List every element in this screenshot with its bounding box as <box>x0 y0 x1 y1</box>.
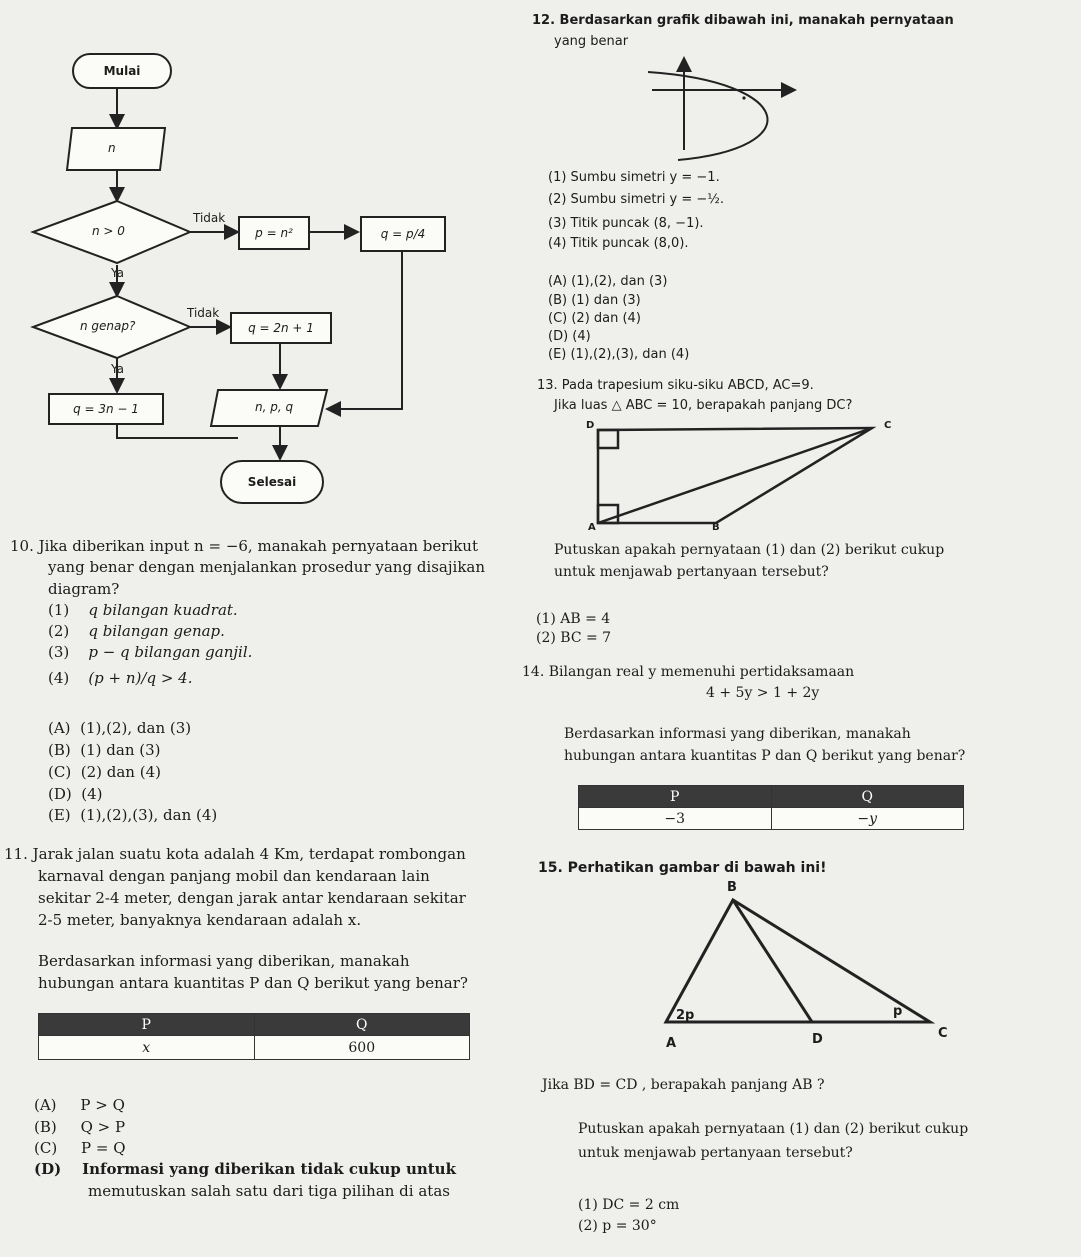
flow-output: n, p, q <box>255 400 294 414</box>
q15-s2: (2) p = 30° <box>578 1218 657 1234</box>
q13-label-c: C <box>884 420 892 431</box>
flow-cond1: n > 0 <box>92 224 125 238</box>
q11-cell-p: x <box>39 1036 255 1060</box>
q14-head-p: P <box>579 786 772 808</box>
q11-line: 2-5 meter, banyaknya kendaraan adalah x. <box>38 911 362 929</box>
flow-tidak1: Tidak <box>193 211 226 225</box>
q13-label-b: B <box>712 522 720 533</box>
q10-line1: 10. Jika diberikan input n = −6, manakah pernyataan berikut <box>10 537 478 555</box>
q11-choice: (D) Informasi yang diberikan tidak cukup untuk <box>34 1160 456 1178</box>
q15-question: Jika BD = CD , berapakah panjang AB ? <box>542 1077 825 1093</box>
q11-line: karnaval dengan panjang mobil dan kendaraan lain <box>38 867 430 885</box>
q13-decide2: untuk menjawab pertanyaan tersebut? <box>554 564 829 580</box>
q15-label-2p: 2p <box>676 1008 695 1023</box>
q12-choice: (A) (1),(2), dan (3) <box>548 274 668 289</box>
q15-decide1: Putuskan apakah pernyataan (1) dan (2) berikut cukup <box>578 1121 969 1137</box>
q15-label-c: C <box>938 1026 948 1041</box>
q11-choice-d-cont: memutuskan salah satu dari tiga pilihan di atas <box>88 1182 450 1200</box>
q15-label-p: p <box>893 1004 903 1019</box>
q10-choice: (E) (1),(2),(3), dan (4) <box>48 806 218 824</box>
flow-p-assign: p = n² <box>238 216 310 250</box>
q13-label-a: A <box>588 522 596 533</box>
q15-label-a: A <box>666 1036 677 1051</box>
flow-q-assign3: q = 3n − 1 <box>48 393 164 425</box>
q10-statement: (4) (p + n)/q > 4. <box>48 669 193 687</box>
flow-end: Selesai <box>220 460 324 504</box>
flow-cond2: n genap? <box>80 319 136 333</box>
q11-choice: (C) P = Q <box>34 1139 126 1157</box>
q12-line2: yang benar <box>554 34 629 49</box>
flow-q-assign1: q = p/4 <box>360 216 446 252</box>
q11-line: 11. Jarak jalan suatu kota adalah 4 Km, terdapat rombongan <box>4 845 466 863</box>
flow-q-assign2: q = 2n + 1 <box>230 312 332 344</box>
q14-cell-p: −3 <box>579 808 772 830</box>
q12-choice: (C) (2) dan (4) <box>548 311 641 326</box>
q10-line2: yang benar dengan menjalankan prosedur yang disajikan <box>48 558 486 576</box>
q10-choice: (D) (4) <box>48 785 103 803</box>
q13-label-d: D <box>586 420 595 431</box>
q11-head-q: Q <box>254 1014 470 1036</box>
q11-line: sekitar 2-4 meter, dengan jarak antar kendaraan sekitar <box>38 889 466 907</box>
q14-inequality: 4 + 5y > 1 + 2y <box>706 685 820 701</box>
q15-s1: (1) DC = 2 cm <box>578 1197 680 1213</box>
flow-ya1: Ya <box>111 266 125 280</box>
q12-choice: (D) (4) <box>548 329 591 344</box>
q15-label-d: D <box>812 1032 823 1047</box>
q13-s2: (2) BC = 7 <box>536 630 612 646</box>
q10-line3: diagram? <box>48 580 120 598</box>
flow-input: n <box>108 141 116 155</box>
q10-choice: (C) (2) dan (4) <box>48 763 161 781</box>
q15-decide2: untuk menjawab pertanyaan tersebut? <box>578 1145 853 1161</box>
q12-statement: (1) Sumbu simetri y = −1. <box>548 170 720 185</box>
flow-tidak2: Tidak <box>187 306 220 320</box>
q11-line: Berdasarkan informasi yang diberikan, manakah <box>38 952 410 970</box>
q11-choice: (B) Q > P <box>34 1118 126 1136</box>
q10-statement: (1) q bilangan kuadrat. <box>48 601 238 619</box>
q12-statement: (2) Sumbu simetri y = −½. <box>548 192 725 207</box>
q15-label-b: B <box>727 880 737 895</box>
q12-line1: 12. Berdasarkan grafik dibawah ini, manakah pernyataan <box>532 13 954 28</box>
q14-cell-q: −y <box>771 808 964 830</box>
q13-line1: 13. Pada trapesium siku-siku ABCD, AC=9. <box>537 378 814 393</box>
q10-statement: (2) q bilangan genap. <box>48 622 225 640</box>
q13-line2: Jika luas △ ABC = 10, berapakah panjang DC? <box>554 398 853 413</box>
q12-statement: (3) Titik puncak (8, −1). <box>548 216 704 231</box>
q11-head-p: P <box>39 1014 255 1036</box>
q12-statement: (4) Titik puncak (8,0). <box>548 236 689 251</box>
q14-info2: hubungan antara kuantitas P dan Q berikut yang benar? <box>564 748 966 764</box>
q13-s1: (1) AB = 4 <box>536 611 611 627</box>
q10-statement: (3) p − q bilangan ganjil. <box>48 643 253 661</box>
q14-info1: Berdasarkan informasi yang diberikan, manakah <box>564 726 911 742</box>
flow-ya2: Ya <box>111 362 125 376</box>
q14-line1: 14. Bilangan real y memenuhi pertidaksamaan <box>522 664 855 680</box>
flow-start: Mulai <box>72 53 172 89</box>
q13-decide1: Putuskan apakah pernyataan (1) dan (2) berikut cukup <box>554 542 945 558</box>
q15-line1: 15. Perhatikan gambar di bawah ini! <box>538 860 827 876</box>
q11-cell-q: 600 <box>254 1036 470 1060</box>
q12-choice: (E) (1),(2),(3), dan (4) <box>548 347 690 362</box>
q11-choice: (A) P > Q <box>34 1096 125 1114</box>
q10-choice: (A) (1),(2), dan (3) <box>48 719 192 737</box>
q14-head-q: Q <box>771 786 964 808</box>
q12-choice: (B) (1) dan (3) <box>548 293 641 308</box>
q10-choice: (B) (1) dan (3) <box>48 741 161 759</box>
q11-line: hubungan antara kuantitas P dan Q berikut yang benar? <box>38 974 468 992</box>
